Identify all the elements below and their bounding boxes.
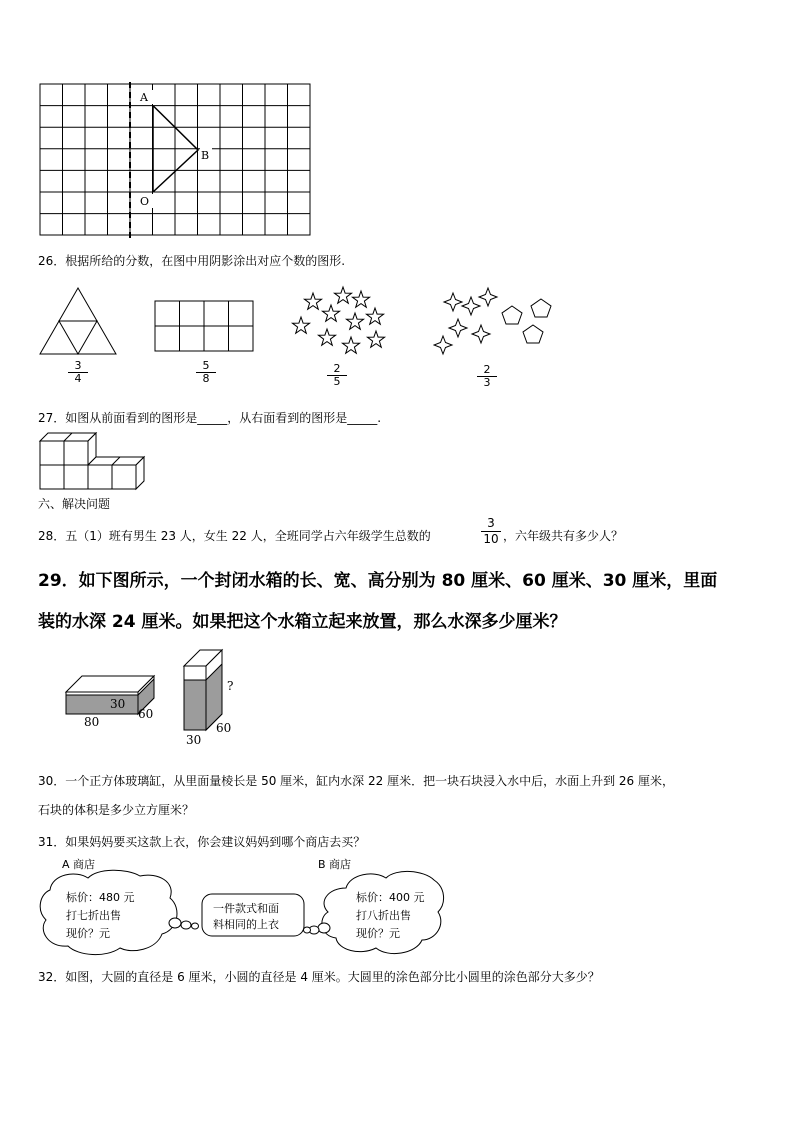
fraction-2-5: $\frac{2}{5}$ — [327, 363, 347, 388]
point-o-label: O — [140, 195, 150, 208]
question-29-line1: 29．如下图所示，一个封闭水箱的长、宽、高分别为 80 厘米、60 厘米、30 厘米，里面 — [38, 571, 718, 591]
speech-bubbles — [36, 868, 446, 960]
water-tank-upright-figure — [180, 646, 250, 746]
cubes-figure — [38, 432, 148, 494]
question-30-line2: 石块的体积是多少立方厘米？ — [38, 803, 195, 817]
tank-upright-width-label: 60 — [216, 721, 232, 735]
store-a-title: A 商店 — [62, 858, 96, 871]
pentagons-figure — [495, 296, 557, 352]
tank-upright-bottom-label: 30 — [186, 733, 202, 746]
fraction-3-4: $\frac{3}{4}$ — [68, 360, 88, 385]
point-b-label: B — [201, 149, 210, 162]
water-tank-flat-figure — [62, 660, 162, 730]
store-b-line2: 打八折出售 — [356, 909, 411, 922]
point-a-label: A — [140, 91, 148, 104]
grid-figure — [38, 82, 314, 240]
question-29-line2: 装的水深 24 厘米。如果把这个水箱立起来放置，那么水深多少厘米？ — [38, 612, 567, 632]
tank-flat-length-label: 80 — [84, 715, 100, 729]
store-a-line3: 现价？元 — [66, 927, 110, 940]
middle-line1: 一件款式和面 — [213, 902, 279, 915]
question-28-tail: ，六年级共有多少人？ — [503, 529, 624, 543]
store-b-line1: 标价：400 元 — [356, 891, 425, 904]
tank-flat-width-label: 60 — [138, 707, 154, 721]
question-27: 27．如图从前面看到的图形是_____，从右面看到的图形是_____. — [38, 411, 382, 425]
question-28-text: 28．五（1）班有男生 23 人，女生 22 人，全班同学占六年级学生总数的 — [38, 529, 431, 543]
tank-flat-height-label: 30 — [110, 697, 126, 711]
store-a-line1: 标价：480 元 — [66, 891, 135, 904]
question-32: 32．如图，大圆的直径是 6 厘米，小圆的直径是 4 厘米。大圆里的涂色部分比小圆里的涂色部分大多少？ — [38, 970, 600, 984]
triangle-figure — [38, 286, 118, 358]
store-b-title: B 商店 — [318, 858, 352, 871]
middle-line2: 料相同的上衣 — [213, 918, 279, 931]
question-26: 26．根据所给的分数，在图中用阴影涂出对应个数的图形. — [38, 254, 346, 268]
question-31: 31．如果妈妈要买这款上衣，你会建议妈妈到哪个商店去买？ — [38, 835, 366, 849]
rectangle-grid-figure — [153, 299, 255, 353]
fraction-3-10: $\frac{3}{10}$ — [481, 516, 501, 547]
fraction-2-3: $\frac{2}{3}$ — [477, 364, 497, 389]
store-b-line3: 现价？元 — [356, 927, 400, 940]
section-title: 六、解决问题 — [38, 497, 111, 511]
store-a-line2: 打七折出售 — [66, 909, 121, 922]
fraction-5-8: $\frac{5}{8}$ — [196, 360, 216, 385]
stars-figure — [285, 280, 395, 360]
question-30-line1: 30．一个正方体玻璃缸，从里面量棱长是 50 厘米，缸内水深 22 厘米．把一块石块浸入水中后，水面上升到 26 厘米， — [38, 774, 674, 788]
tank-upright-unknown-label: ? — [227, 679, 234, 693]
